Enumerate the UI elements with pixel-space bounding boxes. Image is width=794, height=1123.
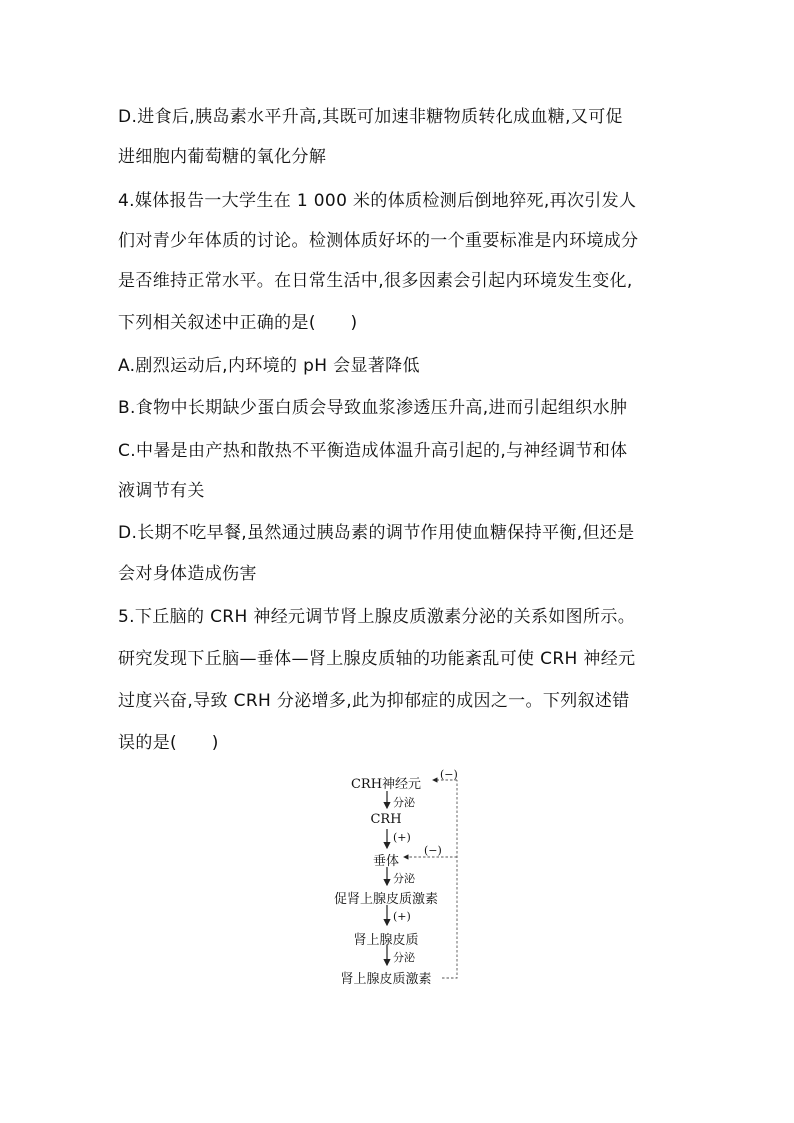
question-4-line-1: 4.媒体报告一大学生在 1 000 米的体质检测后倒地猝死,再次引发人 <box>118 191 637 211</box>
question-5-line-3: 过度兴奋,导致 CRH 分泌增多,此为抑郁症的成因之一。下列叙述错 <box>118 691 630 711</box>
edge-label-secrete-2: 分泌 <box>393 872 415 885</box>
node-crh-neuron: CRH神经元 <box>350 777 422 792</box>
option-4d-line-1: D.长期不吃早餐,虽然通过胰岛素的调节作用使血糖保持平衡,但还是 <box>118 523 635 543</box>
option-4b: B.食物中长期缺少蛋白质会导致血浆渗透压升高,进而引起组织水肿 <box>118 398 628 418</box>
edge-label-secrete-3: 分泌 <box>393 951 415 964</box>
option-d-prev-line-1: D.进食后,胰岛素水平升高,其既可加速非糖物质转化成血糖,又可促 <box>118 107 623 127</box>
question-4-line-3: 是否维持正常水平。在日常生活中,很多因素会引起内环境发生变化, <box>118 271 633 291</box>
node-acth: 促肾上腺皮质激素 <box>333 892 439 907</box>
edge-label-promote-1: (+) <box>393 831 411 844</box>
edge-label-secrete-1: 分泌 <box>393 796 415 809</box>
edge-label-inhibit-1: (−) <box>440 768 458 781</box>
question-5-line-4: 误的是( ) <box>118 733 219 753</box>
node-crh: CRH <box>370 812 402 827</box>
option-4c-line-1: C.中暑是由产热和散热不平衡造成体温升高引起的,与神经调节和体 <box>118 441 628 461</box>
option-4a: A.剧烈运动后,内环境的 pH 会显著降低 <box>118 356 420 376</box>
hpa-axis-diagram <box>320 760 480 990</box>
option-4d-line-2: 会对身体造成伤害 <box>118 564 257 584</box>
question-4-line-4: 下列相关叙述中正确的是( ) <box>118 313 358 333</box>
node-pituitary: 垂体 <box>372 854 400 869</box>
edge-label-inhibit-2: (−) <box>424 844 442 857</box>
question-4-line-2: 们对青少年体质的讨论。检测体质好坏的一个重要标准是内环境成分 <box>118 231 639 251</box>
option-d-prev-line-2: 进细胞内葡萄糖的氧化分解 <box>118 147 327 167</box>
question-5-line-1: 5.下丘脑的 CRH 神经元调节肾上腺皮质激素分泌的关系如图所示。 <box>118 607 636 627</box>
node-adrenal-cortex: 肾上腺皮质 <box>353 933 419 948</box>
option-4c-line-2: 液调节有关 <box>118 481 205 501</box>
question-5-line-2: 研究发现下丘脑—垂体—肾上腺皮质轴的功能紊乱可使 CRH 神经元 <box>118 649 636 669</box>
edge-label-promote-2: (+) <box>393 910 411 923</box>
node-cortisol: 肾上腺皮质激素 <box>340 972 432 987</box>
